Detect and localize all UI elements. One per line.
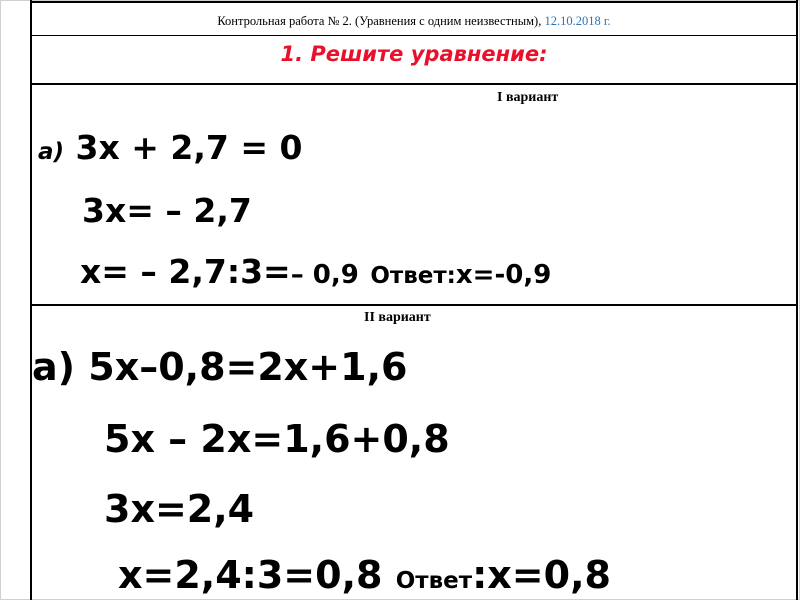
variant1-line1: 3х + 2,7 = 0 xyxy=(75,128,303,167)
variant1-equation xyxy=(38,128,303,167)
variant1-answer-label: Ответ: xyxy=(370,263,456,289)
variant1-step2 xyxy=(80,252,552,291)
variant1-marker: а) xyxy=(38,139,65,165)
variant1-answer-value: х=-0,9 xyxy=(455,260,552,290)
variant2-answer-label: Ответ xyxy=(395,568,473,594)
table-top-border xyxy=(30,1,798,3)
row-divider-title xyxy=(30,83,798,85)
variant2-step2: 3х=2,4 xyxy=(104,487,255,531)
row-divider-variant xyxy=(30,304,798,306)
variant2-line1: 5х–0,8=2х+1,6 xyxy=(88,345,408,389)
variant1-step2-text: х= – 2,7:3= xyxy=(80,252,291,291)
variant2-answer-value: :х=0,8 xyxy=(472,553,611,597)
variant2-step3-text: х=2,4:3=0,8 xyxy=(118,553,383,597)
variant2-marker: а) xyxy=(32,345,76,389)
variant2-step1: 5х – 2х=1,6+0,8 xyxy=(104,417,450,461)
header-title: Контрольная работа № 2. (Уравнения с одним неизвестным), xyxy=(217,14,542,28)
row-divider-header xyxy=(30,35,798,36)
variant2-step3 xyxy=(118,553,611,597)
variant1-step1: 3х= – 2,7 xyxy=(82,191,252,230)
header-row xyxy=(30,14,798,29)
header-date: 12.10.2018 г. xyxy=(544,14,611,28)
variant1-label: I вариант xyxy=(497,90,559,105)
variant2-equation xyxy=(32,345,408,389)
task-title: 1. Решите уравнение: xyxy=(280,42,548,66)
variant1-step2-result: – 0,9 xyxy=(290,260,359,290)
variant2-label: II вариант xyxy=(364,310,431,325)
